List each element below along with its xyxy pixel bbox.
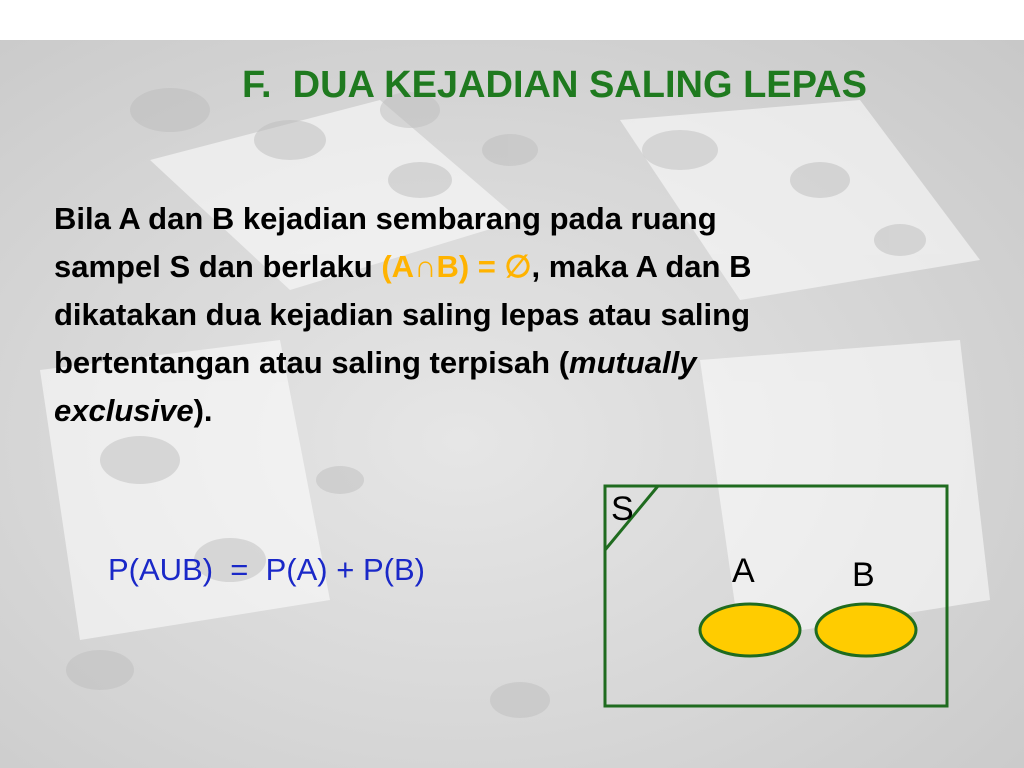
term-exclusive: exclusive	[54, 393, 194, 428]
definition-line-2	[54, 243, 974, 291]
definition-line-5	[54, 387, 974, 435]
definition-paragraph	[54, 195, 974, 435]
addition-rule-formula: P(AUB) = P(A) + P(B)	[108, 552, 425, 587]
set-a-label: A	[732, 552, 755, 590]
definition-line-2-end: , maka A dan B	[531, 249, 752, 284]
empty-intersection-expression: (A∩B) = ∅	[381, 249, 532, 284]
definition-line-2-start: sampel S dan berlaku	[54, 249, 382, 284]
set-b-ellipse	[816, 604, 916, 656]
set-a-ellipse	[700, 604, 800, 656]
definition-line-5-end: ).	[193, 393, 213, 428]
sample-space-label: S	[611, 490, 634, 528]
definition-line-1: Bila A dan B kejadian sembarang pada ruang	[54, 201, 717, 236]
definition-line-3: dikatakan dua kejadian saling lepas atau saling	[54, 297, 751, 332]
slide	[0, 40, 1024, 768]
sample-space-box	[605, 486, 947, 706]
definition-line-4-start: bertentangan atau saling terpisah (	[54, 345, 570, 380]
term-mutually: mutually	[569, 345, 697, 380]
venn-diagram	[600, 482, 952, 712]
definition-line-4	[54, 339, 974, 387]
slide-title: F. DUA KEJADIAN SALING LEPAS	[242, 64, 867, 106]
set-b-label: B	[852, 556, 875, 594]
